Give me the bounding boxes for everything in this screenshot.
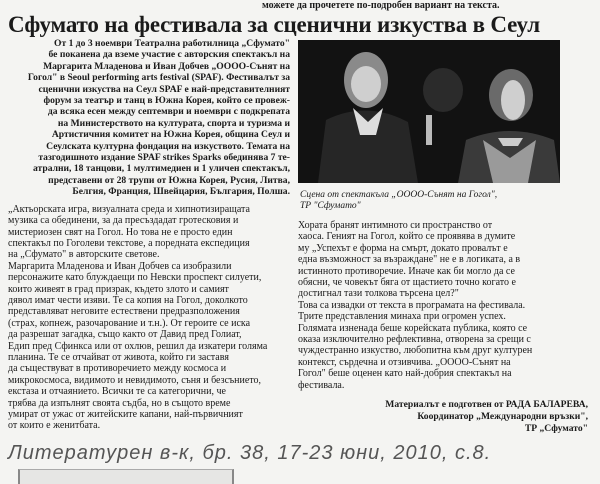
text-line: атрални, 18 танцови, 1 мултимедиен и 1 уличен спектакъл, — [33, 163, 290, 175]
photo-caption — [298, 190, 594, 212]
text-line: чуждестранно изкуство, любопитна към друг културен — [298, 345, 533, 357]
text-line: Сеулската културна фондация на изкуството. Темата на — [46, 140, 290, 152]
text-line: представляват неговите естествени предразположения — [8, 306, 240, 318]
text-line: Белгия, Франция, Швейцария, България, Полша. — [72, 186, 290, 198]
author-signature — [298, 399, 594, 435]
text-line: сценични изкуства на Сеул SPAF е най-представителният — [38, 83, 290, 95]
text-line: контекст, сърдечна и отзивчива. „ОООО-Сънят на — [298, 356, 511, 368]
text-line: планина. Те се отчайват от живота, който ги заставя — [8, 351, 229, 363]
text-line: мистериозен свят на Гогол. Но това не е просто един — [8, 226, 233, 238]
text-line: Гогол" в Seoul performing arts festival (SPAF). Фестивалът за — [27, 72, 290, 84]
text-line: тазгодишното издание SPAF strikes Sparks обединява 7 те- — [38, 152, 290, 164]
stage-photo — [298, 40, 560, 183]
text-line: обясни, че човекът бяга от щастието точно когато е — [298, 277, 516, 289]
bottom-scan-fragment — [18, 469, 234, 484]
text-line: Артистичния комитет на Южна Корея, община Сеул и — [51, 129, 290, 141]
text-line: оказа изключително рефлективна, отворена за срещи с — [298, 334, 531, 346]
text-line: Материалът е подготвен от РАДА БАЛАРЕВА, — [385, 399, 588, 411]
text-line: Едип пред Сфинкса или от охлюв, решил да изкатери голяма — [8, 340, 268, 352]
text-line: Голямата изненада беше корейската публика, която се — [298, 322, 528, 334]
text-line: да съществуват в противоречието между космоса и — [8, 363, 227, 375]
text-line: микрокосмоса, видимото и невидимото, съня и безсънието, — [8, 374, 262, 386]
text-line: музика са обединени, за да пресъздадат гротесковия и — [8, 215, 239, 227]
article-body-left — [8, 204, 290, 432]
handwritten-source-note: Литературен в-к, бр. 38, 17-23 юни, 2010, с.8. — [8, 442, 492, 465]
text-line: (страх, копнеж, разочарование и т.н.). От героите се иска — [8, 317, 251, 329]
text-line: фестивала. — [298, 379, 345, 391]
text-line: Това са извадки от текста в програмата на фестивала. — [298, 299, 526, 311]
text-line: на „Сфумато" в авторските светове. — [8, 249, 160, 261]
article-title: Сфумато на фестивала за сценични изкуства в Сеул — [8, 12, 540, 37]
right-column — [298, 38, 594, 435]
text-line: да разрешат загадка, също както от Давид пред Голиат, — [8, 329, 242, 341]
text-line: ТР „Сфумато" — [524, 423, 588, 435]
text-line: бе поканена да вземе участие с авторския спектакъл на — [48, 49, 290, 61]
article-intro — [8, 38, 290, 198]
text-line: Хората бранят интимното си пространство от — [298, 220, 493, 231]
text-line: Координатор „Международни връзки", — [417, 411, 588, 423]
text-line: представени от 28 трупи от Южна Корея, Русия, Литва, — [48, 174, 290, 186]
text-line: на Министерството на културата, спорта и туризма и — [57, 117, 290, 129]
article-columns — [8, 38, 594, 435]
text-line: ТР "Сфумато" — [300, 201, 361, 211]
text-line: трябва да изпълнят своята съдба, но в същото време — [8, 397, 231, 409]
text-line: форум за театър и танц в Южна Корея, който се провеж- — [43, 95, 290, 107]
text-line: които живеят в град призрак, където злото и самият — [8, 283, 229, 295]
text-line: спектакъл по Гоголеви текстове, а поредната експедиция — [8, 237, 250, 249]
text-line: истинното противоречие. Иначе как би могло да се — [298, 265, 515, 277]
left-column — [8, 38, 290, 435]
text-line: умират от ужас от житейските капани, най-първичният — [8, 409, 243, 420]
text-line: му „Успехът е форма на смърт, докато провалът е — [298, 242, 508, 254]
text-line: Сцена от спектакъла „ОООО-Сънят на Гогол", — [300, 190, 498, 200]
text-line: Гогол" беше оценен като най-добрия спектакъл на — [298, 368, 512, 380]
text-line: Маргарита Младенова и Иван Добчев са изобразили — [8, 260, 232, 272]
text-line: От 1 до 3 ноември Театрална работилница „Сфумато" — [54, 38, 290, 49]
text-line: една възможност за възраждане" не е в логиката, а в — [298, 254, 521, 266]
text-line: да всяка есен между септември и ноември с подкрепата — [47, 106, 290, 118]
text-line: „Актьорската игра, визуалната среда и хипнотизиращата — [8, 203, 250, 215]
text-line: екстаза и отчаянието. Всички те са категорични, че — [8, 386, 226, 398]
text-line: персонажите като блуждаещи по Невски проспект силуети, — [8, 272, 262, 284]
top-note: можете да прочетете по-подробен вариант на текста. — [262, 0, 500, 11]
text-line: от които е женитбата. — [8, 420, 101, 432]
text-line: Маргарита Младенова и Иван Добчев „ОООО-Сънят на — [43, 60, 290, 72]
text-line: дявол имат чести изяви. Те са копия на Гогол, доколкото — [8, 294, 248, 306]
article-body-right — [298, 220, 594, 391]
text-line: хаоса. Геният на Гогол, който се проявява в думите — [298, 231, 516, 243]
text-line: достигнал тази толкова търсена цел?" — [298, 288, 459, 300]
text-line: Трите представления минаха при огромен успех. — [298, 311, 506, 323]
